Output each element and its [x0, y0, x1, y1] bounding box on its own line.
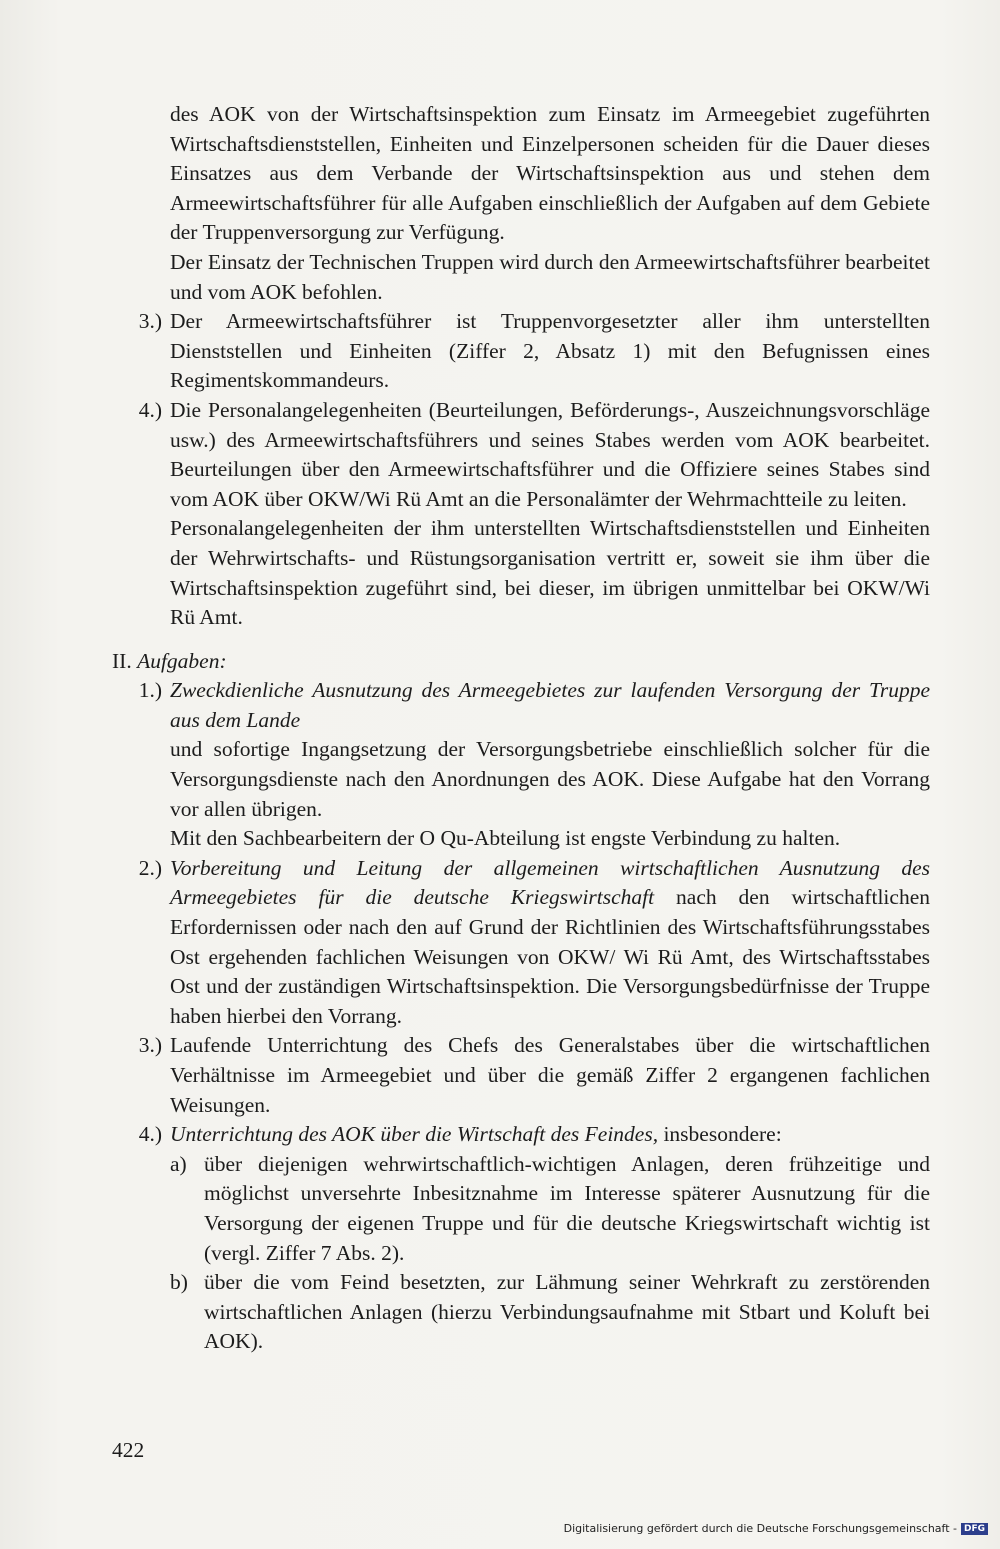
item-text: Die Personalangelegenheiten (Beurteilungen, Beförderungs-, Auszeichnungsvorschläge usw.) des Armeewirtschaftsführers und seines Stabes werden vom AOK bearbeitet. Beurteilungen über den Armeewirtschaftsführer und die Offiziere seines Stabes sind vom AOK über OKW/Wi Rü Amt an die Personalämter der Wehrmachtteile zu leiten.	[170, 397, 930, 511]
sub-item	[112, 1268, 930, 1357]
item-text: insbesondere:	[658, 1122, 782, 1147]
page-number: 422	[112, 1438, 145, 1462]
item-number: 1.)	[138, 678, 162, 703]
spacer	[112, 633, 930, 647]
item-italic	[170, 676, 930, 735]
italic-text: Vorbereitung und Leitung der allgemeinen wirtschaftlichen Ausnutzung des Armeegebietes für die deutsche Kriegswirtschaft	[170, 855, 930, 910]
sub-item	[112, 1150, 930, 1268]
list-item	[112, 854, 930, 1032]
item-text: Personalangelegenheiten der ihm unterstellten Wirtschaftsdienststellen und Einheiten der Wehrwirtschafts- und Rüstungsorganisation vertritt er, soweit sie ihm über die Wirtschaftsinspektion zugeführt sind, bei dieser, im übrigen unmittelbar bei OKW/Wi Rü Amt.	[170, 516, 930, 630]
item-body	[170, 854, 930, 1032]
item-body	[170, 1120, 930, 1150]
italic-text: Zweckdienliche Ausnutzung des Armeegebietes zur laufenden Versorgung der Truppe aus dem Lande	[170, 678, 930, 732]
digitization-footer	[564, 1522, 988, 1535]
item-number: 4.)	[138, 397, 162, 422]
italic-text: Unterrichtung des AOK über die Wirtschaft des Feindes,	[170, 1122, 659, 1147]
item-text: Der Armeewirtschaftsführer ist Truppenvorgesetzter aller ihm unterstellten Dienststellen und Einheiten (Ziffer 2, Absatz 1) mit den Befugnissen eines Regimentskommandeurs.	[170, 309, 930, 393]
section-number: II.	[112, 648, 132, 673]
sub-item-letter: b)	[170, 1270, 188, 1295]
list-item	[112, 1120, 930, 1150]
sub-item-letter: a)	[170, 1151, 187, 1176]
footer-text: Digitalisierung gefördert durch die Deutsche Forschungsgemeinschaft -	[563, 1522, 957, 1535]
paragraph: des AOK von der Wirtschaftsinspektion zum Einsatz im Armeegebiet zugeführten Wirtschaftsdienststellen, Einheiten und Einzelpersonen scheiden für die Dauer dieses Einsatzes aus dem Verbande der Wirtschaftsinspektion aus und stehen dem Armeewirtschaftsführer für alle Aufgaben einschließlich der Aufgaben auf dem Gebiete der Truppenversorgung zur Verfügung.	[170, 102, 930, 245]
list-item	[112, 307, 930, 396]
body-text	[112, 100, 930, 1357]
item-text: Mit den Sachbearbeitern der O Qu-Abteilung ist engste Verbindung zu halten.	[170, 826, 841, 851]
list-item	[112, 1031, 930, 1120]
item-text: nach den wirtschaftlichen Erfordernissen oder nach den auf Grund der Richtlinien des Wirtschaftsführungsstabes Ost ergehenden fachlichen Weisungen von OKW/ Wi Rü Amt, des Wirtschaftsstabes Ost und der zuständigen Wirtschaftsinspektion. Die Versorgungsbedürfnisse der Truppe haben hierbei den Vorrang.	[170, 885, 930, 1028]
item-text: und sofortige Ingangsetzung der Versorgungsbetriebe einschließlich solcher für die Versorgungsdienste nach den Anordnungen des AOK. Diese Aufgabe hat den Vorrang vor allen übrigen.	[170, 737, 930, 821]
list-item	[112, 676, 930, 854]
section-heading	[112, 647, 930, 677]
item-number: 3.)	[138, 1033, 162, 1058]
sub-item-text: über diejenigen wehrwirtschaftlich-wichtigen Anlagen, deren frühzeitige und möglichst unversehrte Inbesitznahme im Interesse späterer Ausnutzung für die Versorgung der eigenen Truppe und für die deutsche Kriegswirtschaft wichtig ist (vergl. Ziffer 7 Abs. 2).	[204, 1151, 930, 1265]
list-item	[112, 396, 930, 633]
intro-block	[112, 100, 930, 307]
item-number: 4.)	[138, 1122, 162, 1147]
sub-item-text: über die vom Feind besetzten, zur Lähmung seiner Wehrkraft zu zerstörenden wirtschaftlichen Anlagen (hierzu Verbindungsaufnahme mit Stbart und Koluft bei AOK).	[204, 1270, 930, 1354]
item-number: 2.)	[138, 855, 162, 880]
item-text: Laufende Unterrichtung des Chefs des Generalstabes über die wirtschaftlichen Verhältnisse im Armeegebiet und über die gemäß Ziffer 2 ergangenen fachlichen Weisungen.	[170, 1033, 930, 1117]
paragraph: Der Einsatz der Technischen Truppen wird durch den Armeewirtschaftsführer bearbeitet und vom AOK befohlen.	[170, 249, 930, 304]
dfg-logo-icon: DFG	[961, 1523, 988, 1535]
item-number: 3.)	[138, 309, 162, 334]
section-title: Aufgaben:	[137, 648, 227, 673]
